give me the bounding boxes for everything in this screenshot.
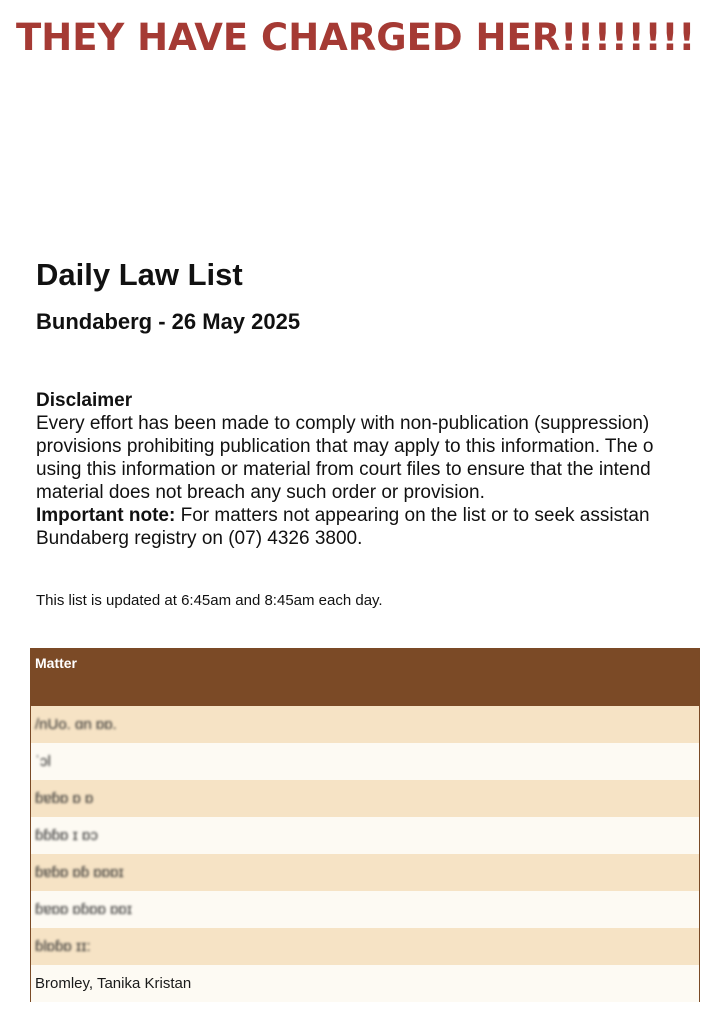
table-row <box>31 706 699 743</box>
matter-name-cell: ɓɓɓɒ ɪ ɒɔ <box>35 827 98 844</box>
matter-table <box>30 648 700 1002</box>
matter-name-cell: ɓɐɓɒ ɒ ɒ <box>35 790 94 807</box>
document-subtitle: Bundaberg - 26 May 2025 <box>36 309 301 334</box>
important-note <box>36 504 714 527</box>
table-row <box>31 854 699 891</box>
headline: THEY HAVE CHARGED HER!!!!!!!! <box>16 16 696 59</box>
table-row <box>31 817 699 854</box>
update-schedule-note: This list is updated at 6:45am and 8:45am each day. <box>36 592 383 609</box>
table-row <box>31 743 699 780</box>
disclaimer-line: Every effort has been made to comply with non-publication (suppression) <box>36 413 650 434</box>
disclaimer-line: provisions prohibiting publication that may apply to this information. The o <box>36 436 654 457</box>
disclaimer-line: material does not breach any such order or provision. <box>36 482 485 503</box>
disclaimer-heading: Disclaimer <box>36 390 133 411</box>
disclaimer-line: using this information or material from court files to ensure that the intend <box>36 459 651 480</box>
table-row <box>31 928 699 965</box>
table-header-matter: Matter <box>31 649 699 706</box>
matter-name-cell: ɓlɒɓɒ ɪɪ: <box>35 938 91 955</box>
registry-phone-line: Bundaberg registry on (07) 4326 3800. <box>36 528 363 549</box>
table-body <box>31 706 699 1002</box>
table-row <box>31 965 699 1002</box>
important-note-label: Important note: <box>36 505 176 526</box>
table-row <box>31 891 699 928</box>
matter-name-cell: ɓɐɓɒ ɒɓ ɒɒɒɪ <box>35 864 124 881</box>
matter-name-cell: ɓɐɒɒ ɒɓɒɒ ɒɒɪ <box>35 901 133 918</box>
document-title: Daily Law List <box>36 257 243 292</box>
disclaimer-section <box>36 389 714 550</box>
matter-name-cell: ˈɔl <box>35 753 51 770</box>
table-row <box>31 780 699 817</box>
law-list-document <box>36 255 714 611</box>
matter-name-cell: Bromley, Tanika Kristan <box>35 975 192 992</box>
important-note-text: For matters not appearing on the list or to seek assistan <box>175 505 650 526</box>
matter-name-cell: /nUo. ɑn ɒɒ. <box>35 716 117 733</box>
